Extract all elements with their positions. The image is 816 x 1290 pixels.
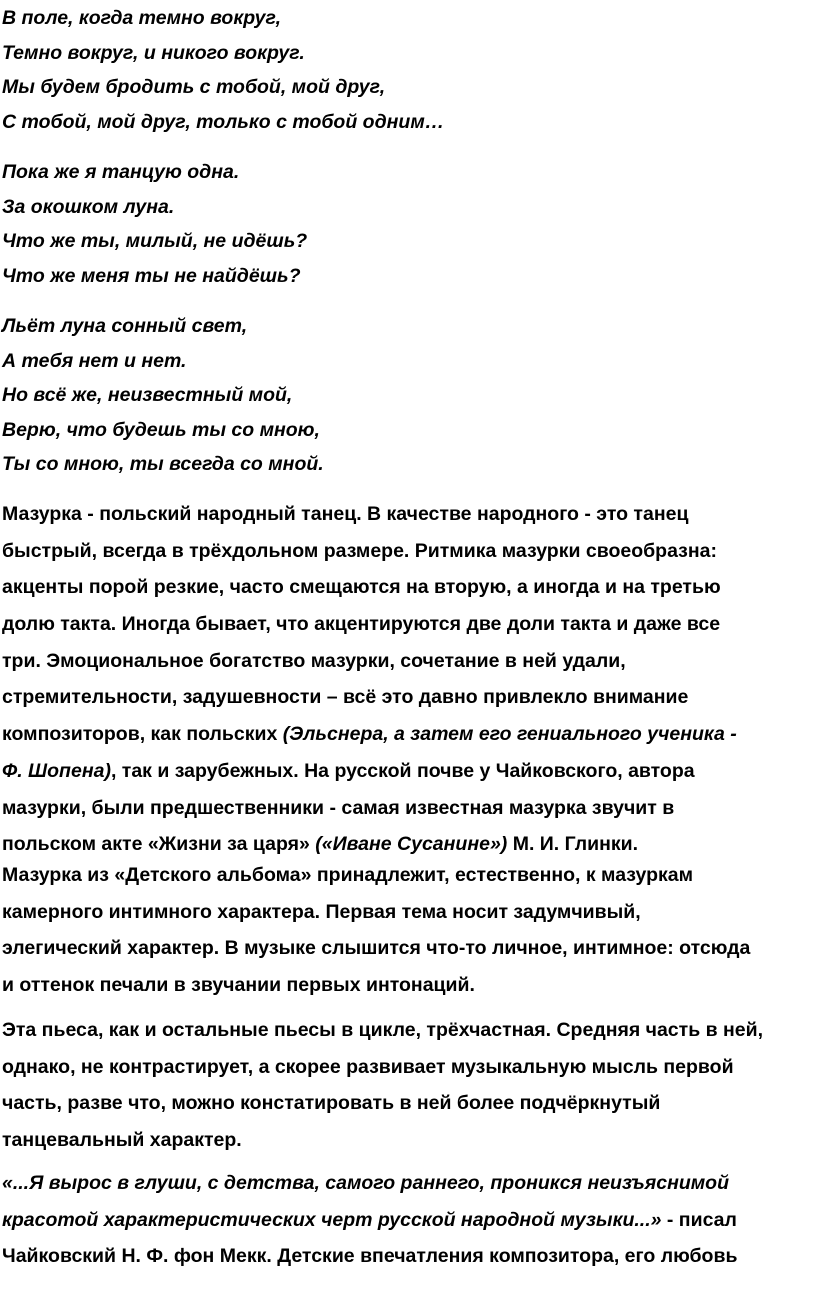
poem-line: Верю, что будешь ты со мною, [2, 418, 320, 441]
italic-text-segment: (Эльснера, а затем его гениального ученика - [282, 723, 737, 746]
text-line: и оттенок печали в звучании первых интонаций. [2, 974, 475, 997]
text-segment: композиторов, как польских [2, 723, 283, 746]
three-part-form-paragraph [2, 1012, 816, 1159]
text-line: Мазурка - польский народный танец. В качестве народного - это танец [2, 503, 689, 525]
text-line: часть, разве что, можно констатировать в ней более подчёркнутый [2, 1092, 661, 1115]
poem-line: Темно вокруг, и никого вокруг. [2, 41, 305, 64]
text-line [2, 753, 816, 790]
text-segment: польском акте «Жизни за царя» [2, 833, 316, 856]
poem-line: В поле, когда темно вокруг, [2, 7, 282, 29]
text-line [2, 716, 816, 753]
text-line [2, 1202, 816, 1239]
poem-line: Пока же я танцую одна. [2, 161, 240, 183]
poem-line: Что же меня ты не найдёшь? [2, 264, 301, 287]
poem-stanza-3 [2, 309, 324, 482]
text-line: Мазурка из «Детского альбома» принадлежит, естественно, к мазуркам [2, 864, 694, 886]
text-line: акценты порой резкие, часто смещаются на вторую, а иногда и на третью [2, 576, 721, 599]
text-line: Эта пьеса, как и остальные пьесы в цикле, трёхчастная. Средняя часть в ней, [2, 1019, 764, 1041]
text-line: Чайковский Н. Ф. фон Мекк. Детские впечатления композитора, его любовь [2, 1245, 738, 1268]
poem-line: Мы будем бродить с тобой, мой друг, [2, 76, 386, 98]
text-segment: М. И. Глинки. [507, 833, 639, 856]
text-line: быстрый, всегда в трёхдольном размере. Ритмика мазурки своеобразна: [2, 539, 717, 562]
text-line: однако, не контрастирует, а скорее развивает музыкальную мысль первой [2, 1055, 734, 1078]
italic-text-segment: красотой характеристических черт русской народной музыки...» [2, 1208, 662, 1231]
text-line: мазурки, были предшественники - самая известная мазурка звучит в [2, 796, 675, 819]
poem-stanza-2 [2, 155, 307, 293]
poem-stanza-1 [2, 1, 444, 139]
mazurka-description-paragraph [2, 496, 816, 863]
poem-line: Что же ты, милый, не идёшь? [2, 230, 308, 252]
italic-text-segment: («Иване Сусанине») [315, 833, 508, 856]
poem-line: С тобой, мой друг, только с тобой одним… [2, 110, 445, 133]
poem-line: Ты со мною, ты всегда со мной. [2, 453, 324, 475]
poem-line: Льёт луна сонный свет, [2, 315, 248, 337]
text-line: камерного интимного характера. Первая тема носит задумчивый, [2, 900, 641, 923]
poem-line: Но всё же, неизвестный мой, [2, 384, 293, 406]
text-line: танцевальный характер. [2, 1129, 242, 1152]
text-line: три. Эмоциональное богатство мазурки, сочетание в ней удали, [2, 649, 626, 672]
text-segment: , так и зарубежных. На русской почве у Чайковского, автора [110, 759, 695, 782]
poem-line: А тебя нет и нет. [2, 349, 187, 372]
poem-line: За окошком луна. [2, 195, 175, 218]
italic-text-segment: Ф. Шопена) [2, 759, 111, 782]
text-line: элегический характер. В музыке слышится что-то личное, интимное: отсюда [2, 937, 751, 960]
quote-line: «...Я вырос в глуши, с детства, самого раннего, проникся неизъяснимой [2, 1172, 730, 1194]
text-line: стремительности, задушевности – всё это давно привлекло внимание [2, 686, 689, 709]
text-segment: - писал [661, 1208, 737, 1231]
text-line: долю такта. Иногда бывает, что акцентируются две доли такта и даже все [2, 613, 721, 636]
tchaikovsky-quote-paragraph [2, 1165, 816, 1275]
children-album-paragraph [2, 857, 816, 1004]
